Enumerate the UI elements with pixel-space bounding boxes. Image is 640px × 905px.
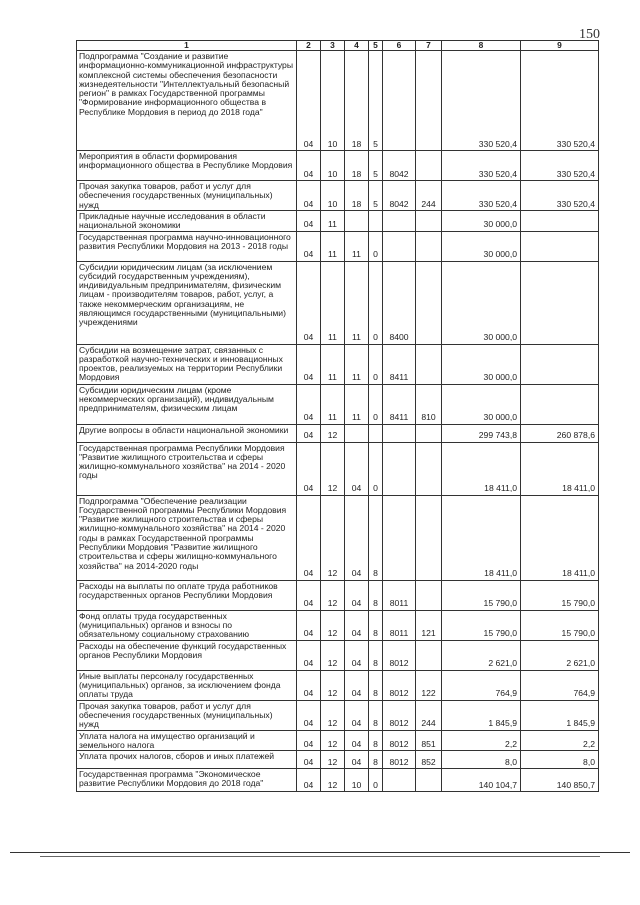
table-row: [77, 580, 599, 610]
amount-year-2: 15 790,0: [521, 610, 599, 640]
amount-year-1: 18 411,0: [442, 442, 521, 495]
subsection-code: 10: [321, 181, 345, 211]
section-code: 04: [297, 670, 321, 700]
direction-code: 8042: [383, 181, 416, 211]
page-bottom-rule: [10, 852, 630, 853]
row-name: Иные выплаты персоналу государственных (муниципальных) органов, за исключением фонда оплаты труда: [77, 670, 297, 700]
amount-year-2: 15 790,0: [521, 580, 599, 610]
subprogram-code: 0: [369, 231, 383, 261]
direction-code: [383, 231, 416, 261]
direction-code: [383, 495, 416, 580]
table-row: [77, 384, 599, 424]
program-code: [345, 211, 369, 232]
direction-code: 8012: [383, 640, 416, 670]
direction-code: [383, 51, 416, 151]
table-row: [77, 181, 599, 211]
section-code: 04: [297, 700, 321, 730]
amount-year-1: 1 845,9: [442, 700, 521, 730]
program-code: 04: [345, 700, 369, 730]
section-code: 04: [297, 181, 321, 211]
row-name: Государственная программа "Экономическое развитие Республики Мордовия до 2018 года": [77, 769, 297, 792]
row-name: Уплата налога на имущество организаций и земельного налога: [77, 730, 297, 751]
amount-year-1: 18 411,0: [442, 495, 521, 580]
amount-year-2: 330 520,4: [521, 151, 599, 181]
amount-year-2: 8,0: [521, 751, 599, 769]
amount-year-2: 260 878,6: [521, 424, 599, 442]
program-code: 04: [345, 670, 369, 700]
table-row: [77, 640, 599, 670]
row-name: Мероприятия в области формирования информационного общества в Республике Мордовия: [77, 151, 297, 181]
column-header: 1: [77, 41, 297, 51]
amount-year-1: 2 621,0: [442, 640, 521, 670]
subsection-code: 10: [321, 151, 345, 181]
table-row: [77, 751, 599, 769]
section-code: 04: [297, 442, 321, 495]
direction-code: 8011: [383, 610, 416, 640]
row-name: Государственная программа Республики Мордовия "Развитие жилищного строительства и сферы жилищно-коммунального хозяйства" на 2014 - 2020 годы: [77, 442, 297, 495]
subsection-code: 11: [321, 384, 345, 424]
subprogram-code: 0: [369, 261, 383, 344]
subprogram-code: 8: [369, 610, 383, 640]
amount-year-2: 140 850,7: [521, 769, 599, 792]
subsection-code: 10: [321, 51, 345, 151]
amount-year-1: 330 520,4: [442, 181, 521, 211]
subsection-code: 12: [321, 769, 345, 792]
expense-type-code: 122: [416, 670, 442, 700]
section-code: 04: [297, 640, 321, 670]
amount-year-1: 15 790,0: [442, 610, 521, 640]
table-row: [77, 51, 599, 151]
table-row: [77, 211, 599, 232]
row-name: Прочая закупка товаров, работ и услуг для обеспечения государственных (муниципальных) нужд: [77, 181, 297, 211]
subsection-code: 12: [321, 670, 345, 700]
section-code: 04: [297, 424, 321, 442]
program-code: 11: [345, 344, 369, 384]
subsection-code: 12: [321, 610, 345, 640]
section-code: 04: [297, 610, 321, 640]
amount-year-1: 2,2: [442, 730, 521, 751]
program-code: 04: [345, 580, 369, 610]
expense-type-code: 121: [416, 610, 442, 640]
subprogram-code: 5: [369, 151, 383, 181]
program-code: 11: [345, 261, 369, 344]
page-bottom-rule: [40, 856, 600, 857]
expense-type-code: [416, 151, 442, 181]
row-name: Подпрограмма "Создание и развитие информационно-коммуникационной инфраструктуры комплексной системы обеспечения безопасности жизнедеятельности "Интеллектуальный безопасный регион" в рамках Государственной программы "Формирование информационного общества в Республике Мордовия в период до 2018 года": [77, 51, 297, 151]
table-row: [77, 261, 599, 344]
direction-code: [383, 424, 416, 442]
program-code: 04: [345, 640, 369, 670]
subprogram-code: 8: [369, 670, 383, 700]
section-code: 04: [297, 344, 321, 384]
program-code: 18: [345, 181, 369, 211]
direction-code: 8012: [383, 751, 416, 769]
subprogram-code: 5: [369, 181, 383, 211]
amount-year-2: [521, 211, 599, 232]
expense-type-code: [416, 495, 442, 580]
table-row: [77, 769, 599, 792]
column-header: 3: [321, 41, 345, 51]
section-code: 04: [297, 580, 321, 610]
table-row: [77, 424, 599, 442]
subsection-code: 11: [321, 261, 345, 344]
subprogram-code: 5: [369, 51, 383, 151]
section-code: 04: [297, 751, 321, 769]
column-header: 5: [369, 41, 383, 51]
section-code: 04: [297, 384, 321, 424]
program-code: 04: [345, 751, 369, 769]
amount-year-1: 30 000,0: [442, 261, 521, 344]
amount-year-2: 330 520,4: [521, 51, 599, 151]
amount-year-1: 30 000,0: [442, 231, 521, 261]
column-header: 6: [383, 41, 416, 51]
section-code: 04: [297, 769, 321, 792]
row-name: Субсидии юридическим лицам (за исключением субсидий государственным учреждениям), индивидуальным предпринимателям, физическим лицам - производителям товаров, работ, услуг, а также некоммерческим организациям, не являющимся государственными (муниципальными) учреждениями: [77, 261, 297, 344]
column-header: 9: [521, 41, 599, 51]
expense-type-code: [416, 580, 442, 610]
row-name: Расходы на выплаты по оплате труда работников государственных органов Республики Мордовия: [77, 580, 297, 610]
direction-code: 8011: [383, 580, 416, 610]
expense-type-code: [416, 442, 442, 495]
table-row: [77, 495, 599, 580]
subprogram-code: 8: [369, 580, 383, 610]
amount-year-1: 330 520,4: [442, 151, 521, 181]
expense-type-code: [416, 344, 442, 384]
amount-year-1: 330 520,4: [442, 51, 521, 151]
amount-year-1: 140 104,7: [442, 769, 521, 792]
amount-year-2: [521, 231, 599, 261]
subsection-code: 12: [321, 730, 345, 751]
direction-code: 8042: [383, 151, 416, 181]
program-code: 10: [345, 769, 369, 792]
header-row: [77, 41, 599, 51]
row-name: Расходы на обеспечение функций государственных органов Республики Мордовия: [77, 640, 297, 670]
subprogram-code: 0: [369, 769, 383, 792]
section-code: 04: [297, 51, 321, 151]
expense-type-code: 244: [416, 181, 442, 211]
program-code: 11: [345, 384, 369, 424]
table-row: [77, 730, 599, 751]
section-code: 04: [297, 151, 321, 181]
amount-year-2: 1 845,9: [521, 700, 599, 730]
table-row: [77, 231, 599, 261]
expense-type-code: 852: [416, 751, 442, 769]
subprogram-code: [369, 424, 383, 442]
table-row: [77, 344, 599, 384]
subsection-code: 12: [321, 640, 345, 670]
subprogram-code: 8: [369, 751, 383, 769]
subprogram-code: 8: [369, 495, 383, 580]
program-code: [345, 424, 369, 442]
subsection-code: 12: [321, 424, 345, 442]
section-code: 04: [297, 730, 321, 751]
amount-year-1: 30 000,0: [442, 211, 521, 232]
expense-type-code: [416, 640, 442, 670]
table-row: [77, 442, 599, 495]
expense-type-code: [416, 51, 442, 151]
column-header: 8: [442, 41, 521, 51]
subsection-code: 11: [321, 344, 345, 384]
subsection-code: 11: [321, 231, 345, 261]
row-name: Подпрограмма "Обеспечение реализации Государственной программы Республики Мордовия "Развитие жилищного строительства и сферы жилищно-коммунального хозяйства" на 2014 - 2020 годы в рамках Государственной программы Республики Мордовия "Развитие жилищного строительства и сферы жилищно-коммунального хозяйства" на 2014-2020 годы: [77, 495, 297, 580]
direction-code: [383, 769, 416, 792]
program-code: 11: [345, 231, 369, 261]
expense-type-code: [416, 769, 442, 792]
amount-year-1: 30 000,0: [442, 384, 521, 424]
amount-year-1: 15 790,0: [442, 580, 521, 610]
subprogram-code: 0: [369, 384, 383, 424]
row-name: Прикладные научные исследования в области национальной экономики: [77, 211, 297, 232]
page-number: 150: [579, 27, 600, 42]
row-name: Субсидии на возмещение затрат, связанных с разработкой научно-технических и инновационных проектов, реализуемых на территории Республики Мордовия: [77, 344, 297, 384]
row-name: Уплата прочих налогов, сборов и иных платежей: [77, 751, 297, 769]
row-name: Государственная программа научно-инновационного развития Республики Мордовия на 2013 - 2018 годы: [77, 231, 297, 261]
expense-type-code: 244: [416, 700, 442, 730]
amount-year-2: 2 621,0: [521, 640, 599, 670]
direction-code: 8012: [383, 700, 416, 730]
table-row: [77, 151, 599, 181]
amount-year-1: 30 000,0: [442, 344, 521, 384]
table-row: [77, 670, 599, 700]
program-code: 18: [345, 151, 369, 181]
amount-year-1: 299 743,8: [442, 424, 521, 442]
direction-code: 8411: [383, 344, 416, 384]
table-row: [77, 610, 599, 640]
subsection-code: 12: [321, 700, 345, 730]
program-code: 04: [345, 442, 369, 495]
direction-code: [383, 211, 416, 232]
subprogram-code: 0: [369, 442, 383, 495]
column-header: 4: [345, 41, 369, 51]
amount-year-2: 18 411,0: [521, 442, 599, 495]
subprogram-code: [369, 211, 383, 232]
program-code: 04: [345, 730, 369, 751]
amount-year-2: [521, 261, 599, 344]
subprogram-code: 8: [369, 700, 383, 730]
row-name: Субсидии юридическим лицам (кроме некоммерческих организаций), индивидуальным предпринимателям, физическим лицам: [77, 384, 297, 424]
column-header: 7: [416, 41, 442, 51]
subsection-code: 12: [321, 442, 345, 495]
expense-type-code: 810: [416, 384, 442, 424]
subsection-code: 12: [321, 495, 345, 580]
table-row: [77, 700, 599, 730]
section-code: 04: [297, 231, 321, 261]
expense-type-code: [416, 231, 442, 261]
subsection-code: 11: [321, 211, 345, 232]
amount-year-2: [521, 344, 599, 384]
expense-type-code: [416, 261, 442, 344]
program-code: 18: [345, 51, 369, 151]
subsection-code: 12: [321, 751, 345, 769]
amount-year-1: 764,9: [442, 670, 521, 700]
amount-year-2: 330 520,4: [521, 181, 599, 211]
column-header: 2: [297, 41, 321, 51]
amount-year-2: 764,9: [521, 670, 599, 700]
direction-code: 8012: [383, 730, 416, 751]
section-code: 04: [297, 261, 321, 344]
subprogram-code: 0: [369, 344, 383, 384]
direction-code: 8012: [383, 670, 416, 700]
amount-year-1: 8,0: [442, 751, 521, 769]
amount-year-2: 2,2: [521, 730, 599, 751]
expense-type-code: [416, 424, 442, 442]
subprogram-code: 8: [369, 730, 383, 751]
expense-type-code: [416, 211, 442, 232]
section-code: 04: [297, 495, 321, 580]
expense-type-code: 851: [416, 730, 442, 751]
row-name: Прочая закупка товаров, работ и услуг для обеспечения государственных (муниципальных) нужд: [77, 700, 297, 730]
subsection-code: 12: [321, 580, 345, 610]
row-name: Другие вопросы в области национальной экономики: [77, 424, 297, 442]
program-code: 04: [345, 610, 369, 640]
direction-code: 8411: [383, 384, 416, 424]
amount-year-2: [521, 384, 599, 424]
row-name: Фонд оплаты труда государственных (муниципальных) органов и взносы по обязательному социальному страхованию: [77, 610, 297, 640]
program-code: 04: [345, 495, 369, 580]
direction-code: 8400: [383, 261, 416, 344]
section-code: 04: [297, 211, 321, 232]
budget-table: [76, 40, 599, 792]
direction-code: [383, 442, 416, 495]
amount-year-2: 18 411,0: [521, 495, 599, 580]
subprogram-code: 8: [369, 640, 383, 670]
